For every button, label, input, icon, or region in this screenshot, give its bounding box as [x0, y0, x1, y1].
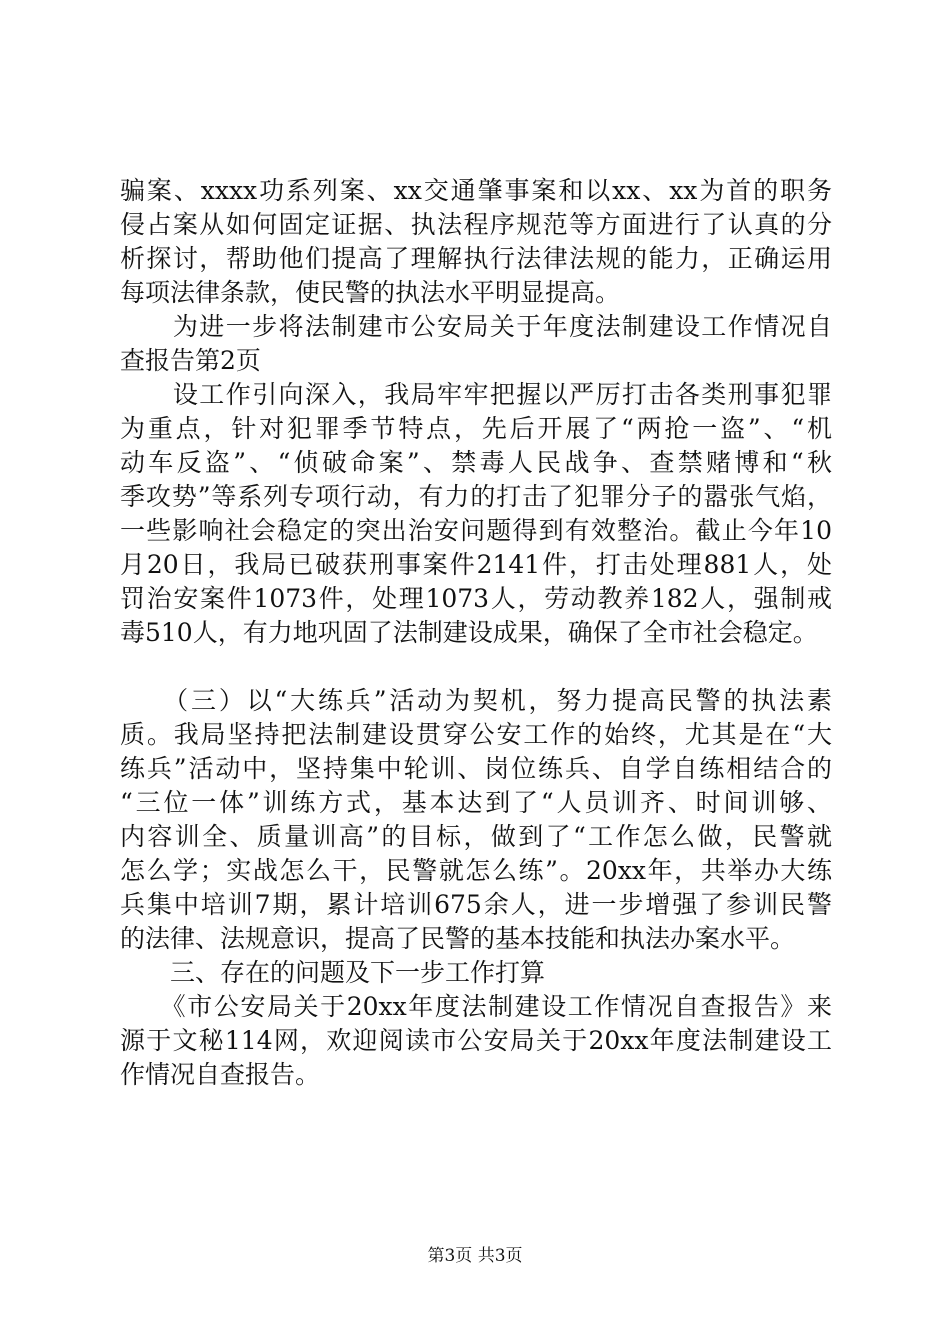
text-line: 练兵”活动中，坚持集中轮训、岗位练兵、自学自练相结合的: [120, 754, 832, 783]
text-line: 骗案、xxxx功系列案、xx交通肇事案和以xx、xx为首的职务: [120, 176, 832, 205]
text-line: 的法律、法规意识，提高了民警的基本技能和执法办案水平。: [120, 924, 796, 953]
text-line: 一些影响社会稳定的突出治安问题得到有效整治。截止今年10: [120, 516, 832, 545]
text-line: 季攻势”等系列专项行动，有力的打击了犯罪分子的嚣张气焰，: [120, 482, 832, 511]
text-line: 查报告第2页: [120, 346, 261, 375]
text-line: 设工作引向深入，我局牢牢把握以严厉打击各类刑事犯罪: [120, 380, 832, 409]
text-line: 毒510人，有力地巩固了法制建设成果，确保了全市社会稳定。: [120, 618, 818, 647]
text-line: 作情况自查报告。: [120, 1060, 321, 1089]
text-line: 《市公安局关于20xx年度法制建设工作情况自查报告》来: [120, 992, 832, 1021]
text-line: 侵占案从如何固定证据、执法程序规范等方面进行了认真的分: [120, 210, 832, 239]
text-line: 动车反盗”、“侦破命案”、禁毒人民战争、查禁赌博和“秋: [120, 448, 832, 477]
text-line: 质。我局坚持把法制建设贯穿公安工作的始终，尤其是在“大: [120, 720, 832, 749]
text-line: 兵集中培训7期，累计培训675余人，进一步增强了参训民警: [120, 890, 832, 919]
text-line: （三）以“大练兵”活动为契机，努力提高民警的执法素: [120, 686, 832, 715]
text-line: 析探讨，帮助他们提高了理解执行法律法规的能力，正确运用: [120, 244, 832, 273]
text-line: 为重点，针对犯罪季节特点，先后开展了“两抢一盗”、“机: [120, 414, 832, 443]
text-line: 内容训全、质量训高”的目标，做到了“工作怎么做，民警就: [120, 822, 832, 851]
text-line: 月20日，我局已破获刑事案件2141件，打击处理881人，处: [120, 550, 832, 579]
text-line: 罚治安案件1073件，处理1073人，劳动教养182人，强制戒: [120, 584, 832, 613]
text-line: 怎么学；实战怎么干，民警就怎么练”。20xx年，共举办大练: [120, 856, 832, 885]
section-heading: 三、存在的问题及下一步工作打算: [120, 958, 546, 987]
page-number-footer: 第3页 共3页: [427, 1246, 523, 1266]
text-line: 每项法律条款，使民警的执法水平明显提高。: [120, 278, 621, 307]
text-line: “三位一体”训练方式，基本达到了“人员训齐、时间训够、: [120, 788, 832, 817]
text-line: 源于文秘114网，欢迎阅读市公安局关于20xx年度法制建设工: [120, 1026, 832, 1055]
text-line: 为进一步将法制建市公安局关于年度法制建设工作情况自: [120, 312, 832, 341]
